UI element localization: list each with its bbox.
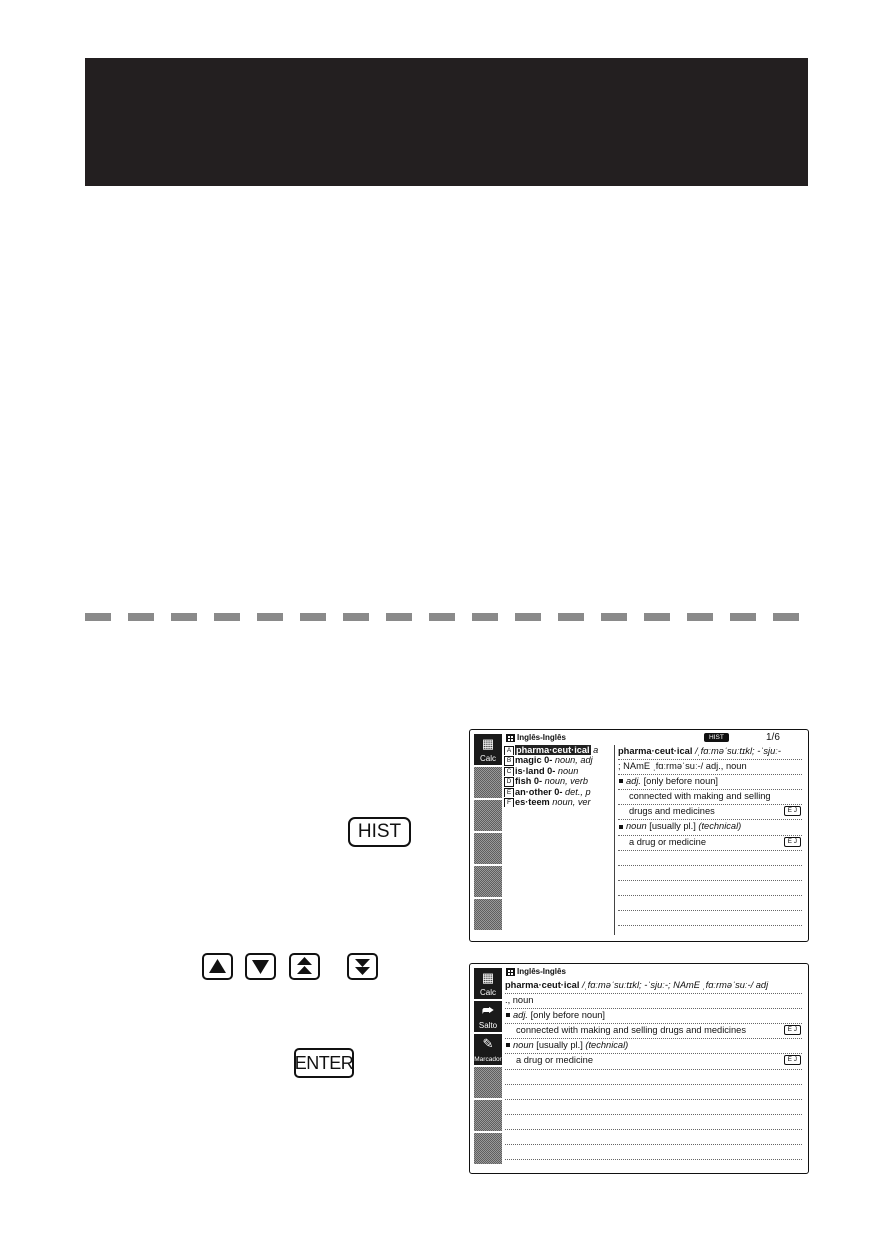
entry-screen bbox=[469, 963, 809, 1174]
list-word: pharma·ceut·ical bbox=[516, 745, 590, 755]
history-list bbox=[503, 745, 615, 935]
side-rail bbox=[474, 734, 502, 937]
rail-button-calc[interactable] bbox=[474, 734, 502, 765]
entry-definition-line bbox=[618, 805, 802, 820]
entry-pronunciation: /ˌfɑːməˈsuːtɪkl; -ˈsjuː- bbox=[692, 746, 781, 756]
list-word: es·teem bbox=[515, 796, 550, 807]
dictionary-title bbox=[506, 733, 566, 742]
hist-badge: HIST bbox=[704, 733, 729, 742]
entry-preview bbox=[618, 745, 802, 926]
entry-sense-note: [usually pl.] bbox=[646, 821, 699, 832]
rail-button-empty bbox=[474, 1133, 502, 1164]
list-word: fish 0- bbox=[515, 776, 543, 787]
empty-line bbox=[618, 881, 802, 896]
list-item[interactable] bbox=[503, 766, 614, 776]
list-pos: a bbox=[593, 745, 599, 755]
rail-button-empty bbox=[474, 1067, 502, 1098]
dictionary-title-text: Inglês-Inglês bbox=[517, 967, 566, 976]
empty-line bbox=[618, 851, 802, 866]
ej-example-button[interactable]: E J bbox=[784, 806, 801, 816]
entry-definition: a drug or medicine bbox=[629, 836, 706, 847]
entry-sense-pos: adj. bbox=[626, 776, 641, 787]
entry-sense-note: [usually pl.] bbox=[533, 1040, 586, 1051]
rail-button-empty bbox=[474, 1100, 502, 1131]
empty-line bbox=[505, 1145, 802, 1160]
side-rail bbox=[474, 968, 502, 1169]
entry-sense-pos: noun bbox=[513, 1040, 534, 1051]
entry-definition-line bbox=[505, 1054, 802, 1069]
entry-sense-line bbox=[505, 1039, 802, 1054]
list-item[interactable] bbox=[503, 797, 614, 807]
entry-headword-line bbox=[618, 745, 802, 760]
history-list-screen bbox=[469, 729, 809, 942]
entry-sense-label: (technical) bbox=[698, 821, 742, 832]
empty-line bbox=[505, 1115, 802, 1130]
rail-button-empty bbox=[474, 833, 502, 864]
dictionary-title bbox=[506, 967, 566, 976]
list-item[interactable] bbox=[503, 755, 614, 765]
double-arrow-up-icon bbox=[289, 953, 320, 980]
rail-button-empty bbox=[474, 800, 502, 831]
list-pos: noun, verb bbox=[544, 776, 589, 787]
arrow-down-key[interactable] bbox=[245, 953, 276, 980]
dictionary-title-text: Inglês-Inglês bbox=[517, 733, 566, 742]
arrow-up-icon bbox=[202, 953, 233, 980]
header-band bbox=[85, 58, 808, 186]
ej-example-button[interactable]: E J bbox=[784, 1025, 801, 1035]
rail-button-label: Salto bbox=[478, 1021, 498, 1030]
page-down-key[interactable] bbox=[347, 953, 378, 980]
hist-key[interactable]: HIST bbox=[348, 817, 411, 847]
list-item[interactable] bbox=[503, 745, 614, 755]
ej-example-button[interactable]: E J bbox=[784, 837, 801, 847]
rail-button-empty bbox=[474, 866, 502, 897]
dictionary-grid-icon bbox=[506, 734, 515, 742]
rail-button-empty bbox=[474, 767, 502, 798]
entry-headword: pharma·ceut·ical bbox=[618, 746, 693, 756]
entry-sense-line bbox=[618, 820, 802, 835]
page-up-key[interactable] bbox=[289, 953, 320, 980]
list-pos: noun, adj bbox=[554, 755, 593, 766]
rail-button-marker[interactable] bbox=[474, 1034, 502, 1065]
list-item[interactable] bbox=[503, 787, 614, 797]
bullet-icon bbox=[619, 825, 623, 829]
arrow-down-icon bbox=[245, 953, 276, 980]
entry-pronunciation-line: ; NAmE ˌfɑːrməˈsuː-/ adj., noun bbox=[618, 760, 802, 775]
bullet-icon bbox=[506, 1043, 510, 1047]
list-letter-badge: C bbox=[504, 767, 514, 776]
entry-definition-line bbox=[505, 1024, 802, 1039]
double-arrow-down-icon bbox=[347, 953, 378, 980]
list-pos: noun, ver bbox=[552, 796, 591, 807]
entry-sense-label: (technical) bbox=[585, 1040, 629, 1051]
empty-line bbox=[505, 1100, 802, 1115]
dashed-divider bbox=[85, 613, 808, 621]
empty-line bbox=[618, 911, 802, 926]
ej-example-button[interactable]: E J bbox=[784, 1055, 801, 1065]
entry-sense-pos: adj. bbox=[513, 1010, 528, 1021]
list-letter-badge: B bbox=[504, 756, 514, 765]
bullet-icon bbox=[506, 1013, 510, 1017]
entry-headword-line bbox=[505, 979, 802, 994]
list-letter-badge: F bbox=[504, 798, 514, 807]
list-letter-badge: D bbox=[504, 777, 514, 786]
entry-definition: connected with making and selling bbox=[618, 790, 802, 805]
entry-sense-note: [only before noun] bbox=[528, 1010, 606, 1021]
calculator-icon: ▦ bbox=[481, 970, 495, 985]
list-word: magic 0- bbox=[515, 755, 553, 766]
empty-line bbox=[618, 896, 802, 911]
entry-view bbox=[505, 979, 802, 1160]
empty-line bbox=[505, 1070, 802, 1085]
rail-button-empty bbox=[474, 899, 502, 930]
dictionary-grid-icon bbox=[506, 968, 515, 976]
jump-icon: ⮫ bbox=[481, 1003, 495, 1018]
entry-pronunciation: /ˌfɑːməˈsuːtɪkl; -ˈsjuː-; NAmE ˌfɑːrməˈsuː-/ adj bbox=[579, 980, 769, 990]
rail-button-calc[interactable] bbox=[474, 968, 502, 999]
list-word: is·land 0- bbox=[515, 765, 556, 776]
entry-definition: drugs and medicines bbox=[629, 806, 715, 817]
entry-sense-line bbox=[505, 1009, 802, 1024]
empty-line bbox=[505, 1130, 802, 1145]
list-word: an·other 0- bbox=[515, 786, 563, 797]
enter-key[interactable]: ENTER bbox=[294, 1048, 354, 1078]
rail-button-label: Calc bbox=[479, 754, 496, 763]
rail-button-label: Calc bbox=[479, 988, 496, 997]
marker-icon: ✎ bbox=[482, 1036, 494, 1051]
empty-line bbox=[505, 1085, 802, 1100]
rail-button-label: Marcador bbox=[474, 1056, 502, 1063]
entry-pronunciation-line: ., noun bbox=[505, 994, 802, 1009]
list-item[interactable] bbox=[503, 776, 614, 786]
entry-headword: pharma·ceut·ical bbox=[505, 980, 580, 990]
bullet-icon bbox=[619, 779, 623, 783]
entry-sense-pos: noun bbox=[626, 821, 647, 832]
entry-sense-line bbox=[618, 775, 802, 790]
list-letter-badge: E bbox=[504, 788, 514, 797]
page-counter: 1/6 bbox=[766, 732, 780, 743]
entry-definition-line bbox=[618, 836, 802, 851]
arrow-up-key[interactable] bbox=[202, 953, 233, 980]
entry-definition: a drug or medicine bbox=[516, 1055, 593, 1066]
list-pos: noun bbox=[557, 765, 579, 776]
calculator-icon: ▦ bbox=[481, 736, 495, 751]
rail-button-jump[interactable] bbox=[474, 1001, 502, 1032]
entry-definition: connected with making and selling drugs and medicines bbox=[516, 1025, 746, 1036]
list-letter-badge: A bbox=[504, 746, 514, 755]
entry-sense-note: [only before noun] bbox=[641, 776, 719, 787]
list-pos: det., p bbox=[565, 786, 591, 797]
empty-line bbox=[618, 866, 802, 881]
